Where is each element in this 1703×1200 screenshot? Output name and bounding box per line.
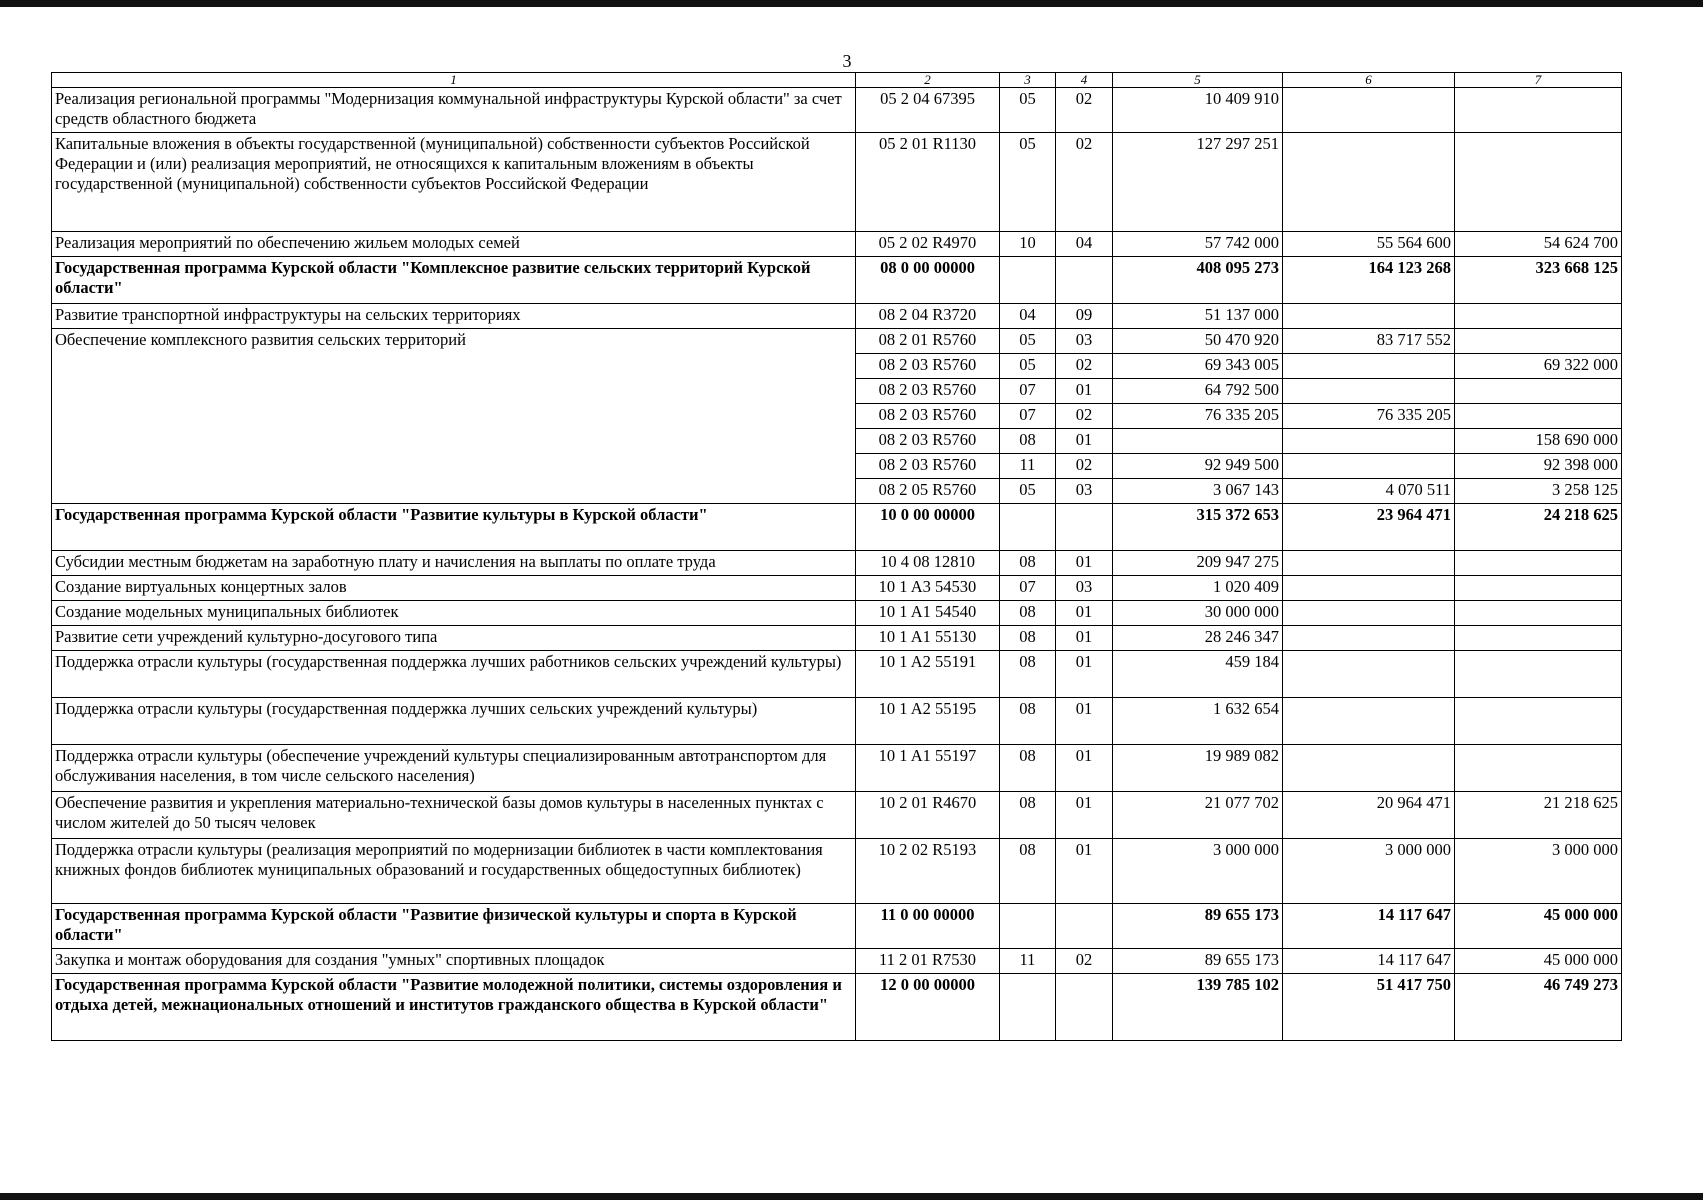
- row-section: 08: [1000, 698, 1056, 745]
- row-code: 08 2 04 R3720: [856, 304, 1000, 329]
- row-amount-col6: [1283, 745, 1455, 792]
- column-number-header: [52, 73, 1622, 88]
- row-subsection: 02: [1056, 404, 1113, 429]
- table-row: [52, 304, 1622, 329]
- row-amount-col6: [1283, 626, 1455, 651]
- row-amount-col6: [1283, 576, 1455, 601]
- row-amount-col6: 23 964 471: [1283, 504, 1455, 551]
- row-name: Развитие транспортной инфраструктуры на сельских территориях: [52, 304, 856, 329]
- row-amount-col6: 14 117 647: [1283, 904, 1455, 949]
- row-amount-col7: 158 690 000: [1455, 429, 1622, 454]
- row-amount-col6: [1283, 601, 1455, 626]
- row-amount-col5: 127 297 251: [1113, 133, 1283, 232]
- row-name: Развитие сети учреждений культурно-досугового типа: [52, 626, 856, 651]
- row-code: 10 1 A1 54540: [856, 601, 1000, 626]
- table-row: [52, 745, 1622, 792]
- row-amount-col5: 21 077 702: [1113, 792, 1283, 839]
- row-subsection: 01: [1056, 839, 1113, 904]
- row-amount-col7: [1455, 329, 1622, 354]
- row-section: 05: [1000, 88, 1056, 133]
- row-code: 12 0 00 00000: [856, 974, 1000, 1041]
- table-row: [52, 601, 1622, 626]
- row-amount-col7: [1455, 133, 1622, 232]
- row-amount-col7: 69 322 000: [1455, 354, 1622, 379]
- table-row: [52, 133, 1622, 232]
- row-name: Реализация мероприятий по обеспечению жильем молодых семей: [52, 232, 856, 257]
- row-code: 11 0 00 00000: [856, 904, 1000, 949]
- row-subsection: 02: [1056, 133, 1113, 232]
- row-amount-col6: 4 070 511: [1283, 479, 1455, 504]
- row-code: 05 2 04 67395: [856, 88, 1000, 133]
- program-row: [52, 504, 1622, 551]
- row-name: Реализация региональной программы "Модернизация коммунальной инфраструктуры Курской области" за счет средств областного бюджета: [52, 88, 856, 133]
- row-amount-col6: 55 564 600: [1283, 232, 1455, 257]
- row-section: [1000, 257, 1056, 304]
- row-section: 08: [1000, 626, 1056, 651]
- row-amount-col6: [1283, 429, 1455, 454]
- table-body: [52, 88, 1622, 1041]
- row-amount-col7: [1455, 745, 1622, 792]
- table-row: [52, 792, 1622, 839]
- row-amount-col7: 3 258 125: [1455, 479, 1622, 504]
- row-amount-col6: [1283, 88, 1455, 133]
- scan-edge-top: [0, 0, 1703, 7]
- table-row: [52, 232, 1622, 257]
- row-section: 05: [1000, 133, 1056, 232]
- row-section: 08: [1000, 651, 1056, 698]
- row-name: Создание виртуальных концертных залов: [52, 576, 856, 601]
- table-row: [52, 329, 1622, 354]
- row-amount-col5: 92 949 500: [1113, 454, 1283, 479]
- row-section: 11: [1000, 454, 1056, 479]
- page-number: 3: [842, 51, 852, 71]
- row-section: [1000, 504, 1056, 551]
- program-row: [52, 974, 1622, 1041]
- row-amount-col5: 76 335 205: [1113, 404, 1283, 429]
- row-amount-col7: [1455, 379, 1622, 404]
- budget-table: [51, 72, 1622, 1041]
- row-section: 08: [1000, 429, 1056, 454]
- row-amount-col5: 50 470 920: [1113, 329, 1283, 354]
- row-amount-col7: [1455, 88, 1622, 133]
- row-subsection: 09: [1056, 304, 1113, 329]
- row-section: 08: [1000, 839, 1056, 904]
- row-amount-col7: [1455, 551, 1622, 576]
- row-amount-col5: 209 947 275: [1113, 551, 1283, 576]
- row-amount-col5: 30 000 000: [1113, 601, 1283, 626]
- row-name: Государственная программа Курской области "Развитие молодежной политики, системы оздоровления и отдыха детей, межнациональных отношений и институтов гражданского общества в Курской области": [52, 974, 856, 1041]
- row-subsection: 04: [1056, 232, 1113, 257]
- row-amount-col5: 57 742 000: [1113, 232, 1283, 257]
- row-code: 08 2 03 R5760: [856, 454, 1000, 479]
- row-amount-col6: [1283, 133, 1455, 232]
- row-code: 10 1 A1 55197: [856, 745, 1000, 792]
- row-section: [1000, 974, 1056, 1041]
- row-subsection: 02: [1056, 454, 1113, 479]
- row-code: 08 0 00 00000: [856, 257, 1000, 304]
- row-code: 10 1 A3 54530: [856, 576, 1000, 601]
- table-row: [52, 551, 1622, 576]
- row-amount-col5: 64 792 500: [1113, 379, 1283, 404]
- row-amount-col6: 51 417 750: [1283, 974, 1455, 1041]
- row-amount-col5: 1 632 654: [1113, 698, 1283, 745]
- row-amount-col5: 89 655 173: [1113, 904, 1283, 949]
- row-subsection: 01: [1056, 745, 1113, 792]
- row-amount-col7: 3 000 000: [1455, 839, 1622, 904]
- row-code: 08 2 03 R5760: [856, 354, 1000, 379]
- row-amount-col7: 45 000 000: [1455, 904, 1622, 949]
- row-subsection: 02: [1056, 88, 1113, 133]
- row-code: 05 2 01 R1130: [856, 133, 1000, 232]
- row-code: 08 2 03 R5760: [856, 429, 1000, 454]
- row-subsection: [1056, 904, 1113, 949]
- row-subsection: 01: [1056, 601, 1113, 626]
- table-row: [52, 88, 1622, 133]
- row-section: 11: [1000, 949, 1056, 974]
- row-amount-col5: 51 137 000: [1113, 304, 1283, 329]
- row-section: 08: [1000, 601, 1056, 626]
- row-amount-col7: 323 668 125: [1455, 257, 1622, 304]
- row-amount-col6: [1283, 354, 1455, 379]
- row-subsection: [1056, 974, 1113, 1041]
- row-amount-col7: 54 624 700: [1455, 232, 1622, 257]
- row-amount-col6: [1283, 454, 1455, 479]
- row-amount-col7: [1455, 698, 1622, 745]
- row-name: Капитальные вложения в объекты государственной (муниципальной) собственности субъектов Российской Федерации и (или) реализация мероприятий, не относящихся к капитальным вложениям в объекты государственной (муниципальной) собственности субъектов Российской Федерации: [52, 133, 856, 232]
- row-code: 10 4 08 12810: [856, 551, 1000, 576]
- row-amount-col6: 3 000 000: [1283, 839, 1455, 904]
- row-code: 10 2 02 R5193: [856, 839, 1000, 904]
- row-subsection: 01: [1056, 626, 1113, 651]
- row-amount-col6: [1283, 551, 1455, 576]
- row-amount-col7: 21 218 625: [1455, 792, 1622, 839]
- row-subsection: 01: [1056, 429, 1113, 454]
- row-amount-col5: 459 184: [1113, 651, 1283, 698]
- row-code: 08 2 05 R5760: [856, 479, 1000, 504]
- table-row: [52, 839, 1622, 904]
- row-amount-col6: [1283, 379, 1455, 404]
- row-name: Государственная программа Курской области "Комплексное развитие сельских территорий Курской области": [52, 257, 856, 304]
- program-row: [52, 257, 1622, 304]
- row-amount-col7: [1455, 651, 1622, 698]
- col-header-2: 2: [856, 73, 1000, 88]
- row-amount-col5: 139 785 102: [1113, 974, 1283, 1041]
- row-amount-col5: [1113, 429, 1283, 454]
- row-code: 05 2 02 R4970: [856, 232, 1000, 257]
- row-amount-col7: 24 218 625: [1455, 504, 1622, 551]
- row-subsection: [1056, 257, 1113, 304]
- row-subsection: 03: [1056, 479, 1113, 504]
- row-amount-col5: 315 372 653: [1113, 504, 1283, 551]
- row-amount-col5: 3 067 143: [1113, 479, 1283, 504]
- row-section: 07: [1000, 576, 1056, 601]
- row-subsection: 01: [1056, 792, 1113, 839]
- row-code: 08 2 01 R5760: [856, 329, 1000, 354]
- row-code: 11 2 01 R7530: [856, 949, 1000, 974]
- row-amount-col5: 3 000 000: [1113, 839, 1283, 904]
- row-section: 08: [1000, 551, 1056, 576]
- row-name: Обеспечение комплексного развития сельских территорий: [52, 329, 856, 504]
- col-header-7: 7: [1455, 73, 1622, 88]
- row-section: 08: [1000, 792, 1056, 839]
- row-section: [1000, 904, 1056, 949]
- row-section: 05: [1000, 329, 1056, 354]
- row-subsection: 03: [1056, 576, 1113, 601]
- row-amount-col6: 83 717 552: [1283, 329, 1455, 354]
- row-amount-col5: 69 343 005: [1113, 354, 1283, 379]
- row-section: 07: [1000, 379, 1056, 404]
- row-name: Субсидии местным бюджетам на заработную плату и начисления на выплаты по оплате труда: [52, 551, 856, 576]
- row-code: 10 1 A1 55130: [856, 626, 1000, 651]
- row-section: 04: [1000, 304, 1056, 329]
- row-amount-col6: [1283, 304, 1455, 329]
- row-amount-col5: 19 989 082: [1113, 745, 1283, 792]
- row-name: Государственная программа Курской области "Развитие культуры в Курской области": [52, 504, 856, 551]
- col-header-4: 4: [1056, 73, 1113, 88]
- row-name: Поддержка отрасли культуры (обеспечение учреждений культуры специализированным автотранспортом для обслуживания населения, в том числе сельского населения): [52, 745, 856, 792]
- row-name: Государственная программа Курской области "Развитие физической культуры и спорта в Курской области": [52, 904, 856, 949]
- table-row: [52, 576, 1622, 601]
- row-code: 10 1 A2 55195: [856, 698, 1000, 745]
- row-code: 08 2 03 R5760: [856, 404, 1000, 429]
- row-amount-col6: 164 123 268: [1283, 257, 1455, 304]
- row-amount-col7: [1455, 576, 1622, 601]
- row-section: 08: [1000, 745, 1056, 792]
- row-amount-col7: [1455, 304, 1622, 329]
- table-row: [52, 698, 1622, 745]
- table-row: [52, 626, 1622, 651]
- row-name: Поддержка отрасли культуры (государственная поддержка лучших сельских учреждений культуры): [52, 698, 856, 745]
- row-amount-col6: 14 117 647: [1283, 949, 1455, 974]
- row-subsection: 01: [1056, 651, 1113, 698]
- col-header-6: 6: [1283, 73, 1455, 88]
- row-section: 10: [1000, 232, 1056, 257]
- scan-edge-bottom: [0, 1193, 1703, 1200]
- row-amount-col7: 45 000 000: [1455, 949, 1622, 974]
- row-amount-col6: [1283, 651, 1455, 698]
- row-amount-col5: 10 409 910: [1113, 88, 1283, 133]
- col-header-1: 1: [52, 73, 856, 88]
- row-name: Поддержка отрасли культуры (государственная поддержка лучших работников сельских учреждений культуры): [52, 651, 856, 698]
- row-name: Закупка и монтаж оборудования для создания "умных" спортивных площадок: [52, 949, 856, 974]
- row-amount-col5: 89 655 173: [1113, 949, 1283, 974]
- row-code: 10 1 A2 55191: [856, 651, 1000, 698]
- row-name: Поддержка отрасли культуры (реализация мероприятий по модернизации библиотек в части комплектования книжных фондов библиотек муниципальных образований и государственных общедоступных библиотек): [52, 839, 856, 904]
- row-subsection: 02: [1056, 354, 1113, 379]
- row-amount-col5: 1 020 409: [1113, 576, 1283, 601]
- row-amount-col7: [1455, 601, 1622, 626]
- row-amount-col6: [1283, 698, 1455, 745]
- row-amount-col6: 20 964 471: [1283, 792, 1455, 839]
- row-code: 10 0 00 00000: [856, 504, 1000, 551]
- row-code: 08 2 03 R5760: [856, 379, 1000, 404]
- row-amount-col5: 408 095 273: [1113, 257, 1283, 304]
- row-name: Обеспечение развития и укрепления материально-технической базы домов культуры в населенных пунктах с числом жителей до 50 тысяч человек: [52, 792, 856, 839]
- row-section: 07: [1000, 404, 1056, 429]
- row-subsection: [1056, 504, 1113, 551]
- row-name: Создание модельных муниципальных библиотек: [52, 601, 856, 626]
- row-section: 05: [1000, 479, 1056, 504]
- row-subsection: 02: [1056, 949, 1113, 974]
- col-header-3: 3: [1000, 73, 1056, 88]
- row-code: 10 2 01 R4670: [856, 792, 1000, 839]
- row-amount-col7: [1455, 404, 1622, 429]
- col-header-5: 5: [1113, 73, 1283, 88]
- row-amount-col7: [1455, 626, 1622, 651]
- row-subsection: 01: [1056, 698, 1113, 745]
- row-subsection: 03: [1056, 329, 1113, 354]
- row-amount-col6: 76 335 205: [1283, 404, 1455, 429]
- row-section: 05: [1000, 354, 1056, 379]
- row-subsection: 01: [1056, 379, 1113, 404]
- row-subsection: 01: [1056, 551, 1113, 576]
- row-amount-col7: 46 749 273: [1455, 974, 1622, 1041]
- row-amount-col7: 92 398 000: [1455, 454, 1622, 479]
- table-row: [52, 651, 1622, 698]
- program-row: [52, 904, 1622, 949]
- row-amount-col5: 28 246 347: [1113, 626, 1283, 651]
- table-row: [52, 949, 1622, 974]
